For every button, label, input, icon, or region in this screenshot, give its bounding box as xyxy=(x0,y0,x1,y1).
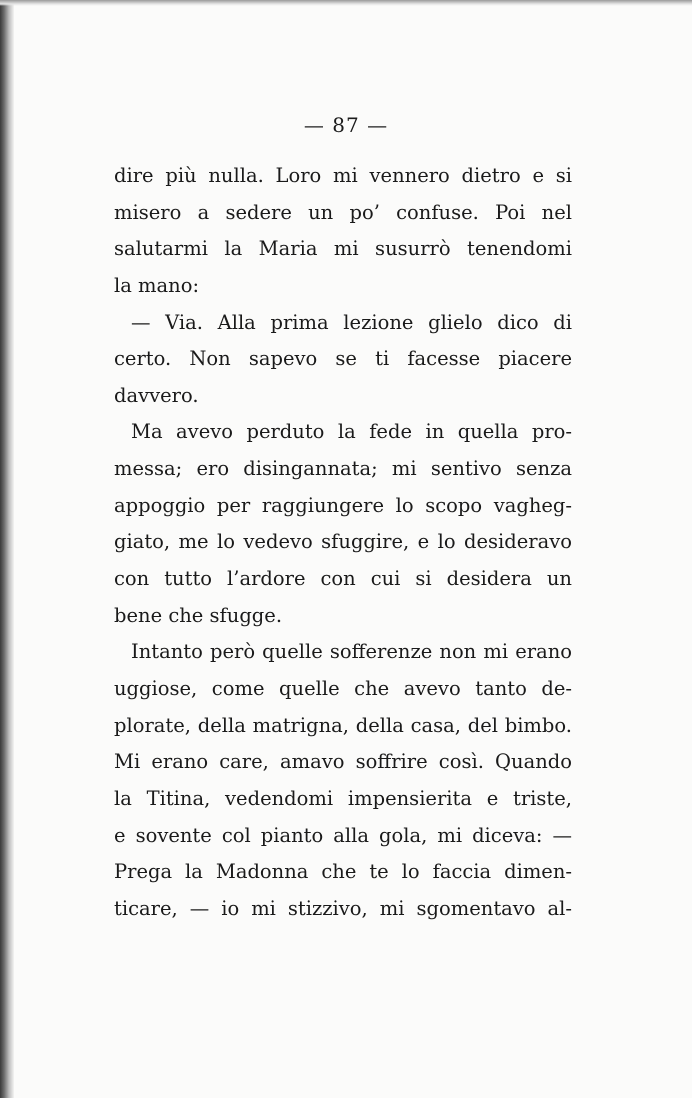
text-line: — Via. Alla prima lezione glielo dico di xyxy=(131,310,572,334)
text-line: Ma avevo perduto la fede in quella pro- xyxy=(131,420,572,444)
text-line: appoggio per raggiungere lo scopo vagheg- xyxy=(114,493,572,517)
text-line: la mano: xyxy=(114,273,200,297)
text-line: uggiose, come quelle che avevo tanto de- xyxy=(114,676,572,700)
text-line: Mi erano care, amavo soffrire così. Quando xyxy=(114,750,572,774)
text-line: misero a sedere un po’ confuse. Poi nel xyxy=(114,200,572,224)
text-line: salutarmi la Maria mi susurrò tenendomi xyxy=(114,237,572,261)
text-line: e sovente col pianto alla gola, mi diceva: — xyxy=(114,823,572,847)
text-line: messa; ero disingannata; mi sentivo senza xyxy=(114,457,572,481)
text-line: davvero. xyxy=(114,383,199,407)
text-line: bene che sfugge. xyxy=(114,603,283,627)
text-line: Prega la Madonna che te lo faccia dimen- xyxy=(114,860,572,884)
text-line: plorate, della matrigna, della casa, del bimbo. xyxy=(114,713,572,737)
text-line: Intanto però quelle sofferenze non mi erano xyxy=(131,640,572,664)
page-top-edge xyxy=(0,0,692,6)
text-line: certo. Non sapevo se ti facesse piacere xyxy=(114,347,572,371)
text-line: ticare, — io mi stizzivo, mi sgomentavo al- xyxy=(114,896,572,920)
binding-edge xyxy=(0,0,14,1098)
body-text xyxy=(114,158,572,927)
text-line: con tutto l’ardore con cui si desidera un xyxy=(114,567,572,591)
text-line: dire più nulla. Loro mi vennero dietro e si xyxy=(114,164,572,187)
text-line: la Titina, vedendomi impensierita e triste, xyxy=(114,786,572,810)
text-line: giato, me lo vedevo sfuggire, e lo desideravo xyxy=(114,530,572,554)
page-number-header: — 87 — xyxy=(303,113,389,137)
